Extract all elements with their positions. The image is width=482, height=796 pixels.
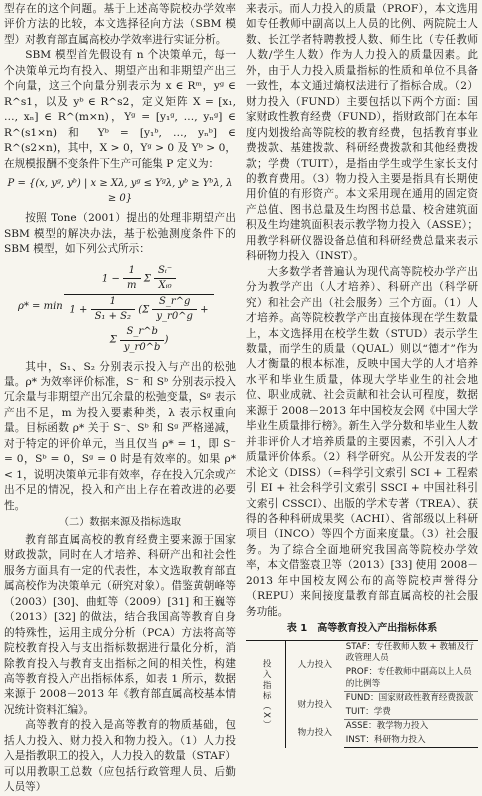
formula-bad-output-bot: y_r0^b: [123, 341, 161, 353]
formula-sum-symbol: Σ: [143, 273, 151, 285]
formula-bad-output-top: S_r^b: [120, 325, 165, 341]
paragraph-data-sources: 教育部直属高校的教育经费主要来源于国家财政拨款，同时在人才培养、科研产出和社会性服务方面具有一定的代表性，本文选取教育部直属高校作为决策单元（研究对象）。借鉴黄朝峰等（2003）[30]、曲虹等（2009）[31] 和王巍等（2013）[32] 的做法，结合我国高等教育自身的特殊性，运用主成分分析（PCA）方法将高等院校教育投入与支出指标数据进行量化分析，消除教育投入与教育支出指标之间的相关性，构建高等教育投入产出指标体系，如表 1 所示，数据来源于 2008－2013 年《教育部直属高校基本情况统计资料汇编》。: [4, 533, 236, 716]
formula-m-coef: [123, 264, 140, 294]
table-category: 财力投入: [297, 699, 332, 710]
table-cell: ASSE：教学物力投入: [345, 721, 429, 732]
table-cell: INST：科研物力投入: [344, 734, 478, 748]
formula-s-coef-top: 1: [91, 295, 135, 311]
paragraph-method-choice: 型存在的这个问题。基于上述高等院校办学效率评价方法的比较，本文选择径向方法（SBM 模型）对教育部直属高校办学效率进行实证分析。: [4, 3, 236, 46]
paragraph-tone-model: 按照 Tone（2001）提出的处理非期望产出 SBM 模型的解决办法，基于松弛测度条件下的 SBM 模型，如下列公式所示：: [4, 212, 236, 256]
formula-sbm-objective: [4, 262, 236, 354]
table-row: [246, 640, 478, 666]
formula-s-coef: [91, 295, 135, 325]
formula-num-lead: 1 −: [101, 273, 124, 285]
table-cell: FUND：国家财政性教育经费拨款: [345, 693, 474, 704]
formula-sum-symbol-2: Σ: [142, 304, 150, 316]
paragraph-variable-definitions: 其中，S₁、S₂ 分别表示投入与产出的松弛量。ρ* 为效率评价标准，S⁻ 和 Sᵇ 分别表示投入冗余量与非期望产出冗余量的松弛变量，Sᵍ 表示产出不足，m 为投入要素种类，λ 表示权重向量。目标函数 ρ* 关于 S⁻、Sᵇ 和 Sᵍ 严格递减，对于特定的评价单元，当且仅当 ρ* = 1，即 S⁻ = 0，Sᵇ = 0，Sᵍ = 0 时是有效率的。如果 ρ* < 1，说明决策单元非有效率，存在投入冗余或产出不足的情况，投入和产出上存在着改进的必要性。: [4, 360, 236, 512]
formula-input-slack-bot: Xᵢ₀: [158, 280, 172, 292]
table-cell: PROF：专任教师中副高以上人员的比例等: [344, 666, 478, 692]
indicator-table: [246, 640, 478, 749]
table-category: 人力投入: [285, 640, 344, 691]
formula-main-fraction: [64, 264, 214, 356]
formula-m-over: 1: [123, 264, 140, 280]
formula-denominator: 1 + $\frac{1}{\text{S₁ + S₂}}$ (Σ $\frac{S\_r\^{}g}{y\_r0\^{}g}$ + Σ $\frac{S\_r\^{}b}{y\_r0\^{}b}$ ): [64, 295, 214, 355]
formula-fraction: [64, 264, 214, 356]
formula-bad-output: [120, 325, 165, 355]
formula-good-output-top: S_r^g: [152, 295, 197, 311]
paragraph-input-definition: 高等教育的投入是高等教育的物质基础，包括人力投入、财力投入和物力投入。（1）人力投入是指教职工的投入，人力投入的数量（STAF）可以用教职工总数（应包括行政管理人员、后勤人员等）: [4, 719, 236, 794]
formula-production-set: P = {(x, yᵍ, yᵇ) | x ≥ Xλ, yᵍ ≤ Yᵍλ, yᵇ ≥ Yᵇλ, λ ≥ 0}: [7, 177, 233, 204]
table-category: 物力投入: [297, 728, 332, 739]
formula-input-slack: [154, 264, 176, 294]
right-column: [246, 2, 478, 748]
table-cell: TUIT：学费: [344, 706, 478, 720]
formula-sum-symbol-3: Σ: [109, 334, 117, 346]
table-cell: STAF：专任教师人数 + 教辅及行政管理人员: [344, 640, 478, 666]
formula-lhs: ρ* = min: [18, 300, 63, 312]
section-heading-data-sources: （二）数据来源及指标选取: [58, 517, 182, 529]
formula-good-output-bot: y_r0^g: [156, 311, 193, 323]
table-title: 表 1 高等教育投入产出指标体系: [286, 623, 438, 635]
paragraph-output-indicators: 大多数学者普遍认为现代高等院校办学产出分为教学产出（人才培养）、科研产出（科学研究）和社会产出（社会服务）三个方面。（1）人才培养。高等院校教学产出直接体现在学生数量上，本文选择用在校学生数（STUD）表示学生数量，而学生的质量（QUAL）则以“德才”作为人才衡量的根本标准，反映中国大学的人才培养水平和毕业生质量，体现大学毕业生的社会地位、职业成就、社会贡献和社会认可程度，数据来源于 2008－2013 年中国校友会网《中国大学毕业生质量排行榜》。新生入学分数和毕业生人数并非评价人才培养质量的主要因素，不引入人才质量评价体系。（2）科学研究。从公开发表的学术论文（DISS）（=科学引文索引 SCI + 工程索引 EI + 社会科学引文索引 SSCI + 中国社科引文索引 CSSCI）、出版的学术专著（TREA）、获得的各种科研成果奖（ACHI）、省部级以上科研项目（INCO）等四个方面来度量。（3）社会服务。为了综合全面地研究我国高等院校办学效率，本文借鉴袁卫等（2013）[33] 使用 2008－2013 年中国校友网公布的高等院校声誉得分（REPU）来间接度量教育部直属高校的社会服务功能。: [246, 265, 478, 618]
formula-den-lead: 1 +: [69, 304, 91, 316]
paragraph-sbm-setup: SBM 模型首先假设有 n 个决策单元，每一个决策单元均有投入、期望产出和非期望产出三个向量，这三个向量分别表示为 x ∈ Rᵐ，yᵍ ∈ R^s1，以及 yᵇ ∈ R^s2，定义矩阵 X = [x₁, …, xₙ] ∈ R^(m×n)，Yᵍ = [y₁ᵍ, …, yₙᵍ] ∈ R^(s1×n) 和 Yᵇ = [y₁ᵇ, …, yₙᵇ] ∈ R^(s2×n)，其中，X > 0，Yᵍ > 0 及 Yᵇ > 0，在规模报酬不变条件下生产可能集 P 定义为：: [4, 49, 236, 170]
formula-m-under: m: [127, 280, 137, 292]
formula-good-output: [152, 295, 197, 325]
paragraph-input-indicators: 来表示。而人力投入的质量（PROF），本文选用如专任教师中副高以上人员的比例、两院院士人数、长江学者特聘教授人数、师生比（专任教师人数/学生人数）作为人力投入的质量因素。此外，由于人力投入质量指标的性质和单位不具备一致性，本文通过熵权法进行了指标合成。（2）财力投入（FUND）主要包括以下两个方面：国家财政性教育经费（FUND），指财政部门在本年度内划拨给高等院校的教育经费，包括教育事业费拨款、基建拨款、科研经费拨款和其他经费拨款；学费（TUIT），是指由学生或学生家长支付的教育费用。（3）物力投入主要是指具有长期使用价值的有形资产。本文采用现在通用的固定资产总值、图书总量及生均图书总量、校舍建筑面积及生均建筑面积表示教学物力投入（ASSE）；用教学科研仪器设备总值和科研经费总量来表示科研物力投入（INST）。: [246, 3, 478, 263]
formula-input-slack-top: Sᵢ⁻: [154, 264, 176, 280]
table-group-label: 投入指标（X）: [246, 640, 285, 748]
formula-s-coef-bot: S₁ + S₂: [94, 311, 132, 323]
formula-numerator: [64, 264, 214, 295]
left-column: [4, 2, 236, 796]
